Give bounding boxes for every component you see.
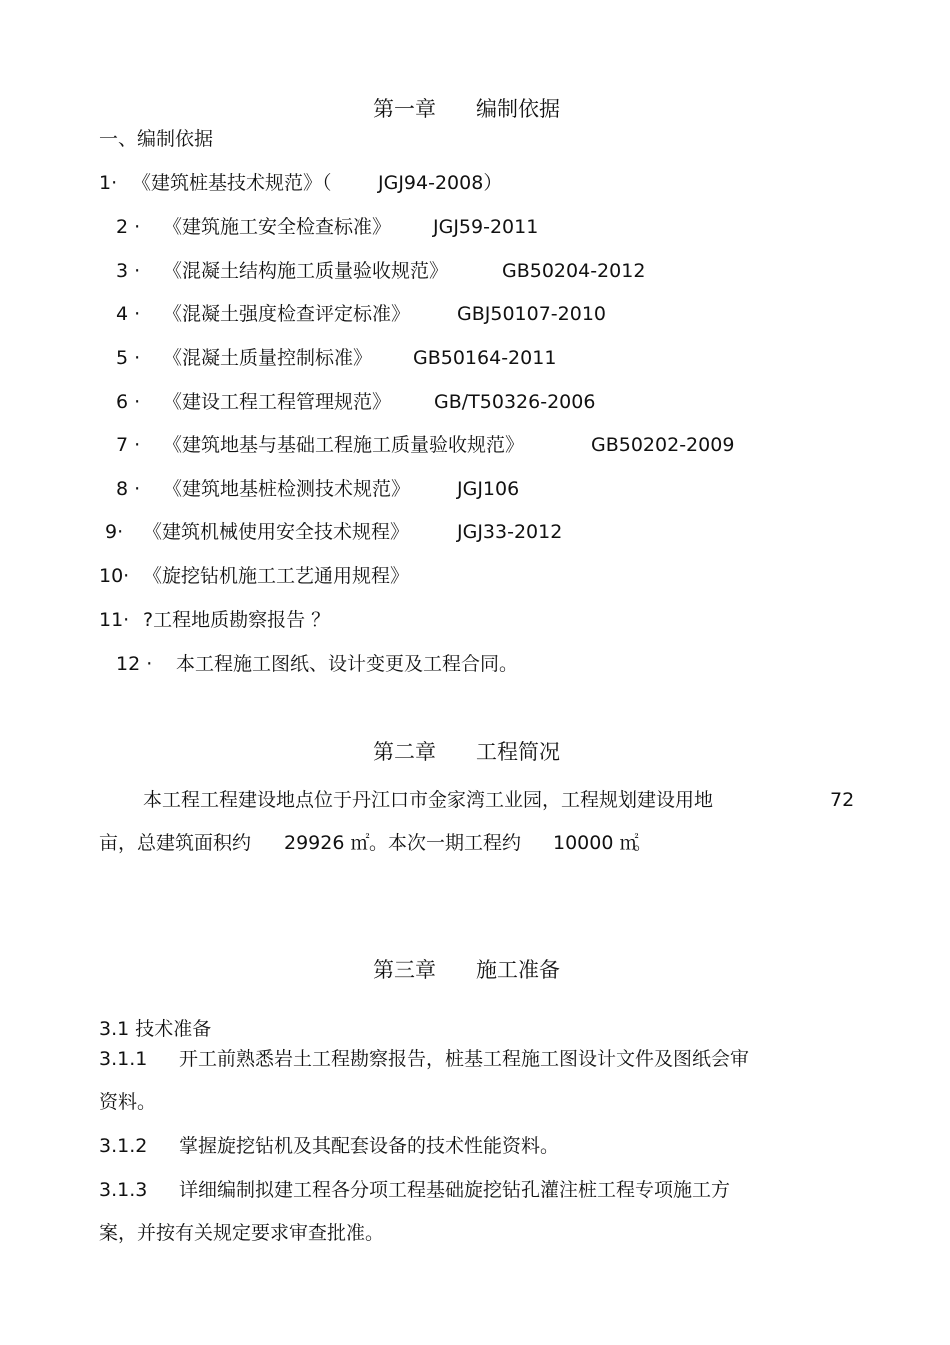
overview-phase1-area: 10000 ㎡ (553, 832, 639, 854)
chapter2-title-number: 第二章 (373, 740, 436, 764)
ref-2-number: 2 · (116, 216, 141, 238)
ref-7-name: 《建筑地基与基础工程施工质量验收规范》 (163, 434, 525, 456)
overview-total-area: 29926 ㎡ (284, 832, 370, 854)
ref-5-code: GB50164-2011 (413, 347, 557, 369)
overview-line-2-start: 亩，总建筑面积约 (99, 832, 252, 854)
ref-10-number: 10· (99, 565, 130, 587)
ref-1-number: 1· (99, 172, 118, 194)
ref-6-name: 《建设工程工程管理规范》 (163, 391, 392, 413)
chapter3-title-number: 第三章 (373, 958, 436, 982)
ref-6-code: GB∕T50326-2006 (434, 391, 596, 413)
ref-11-number: 11· (99, 609, 130, 631)
ref-1-code: JGJ94-2008） (378, 172, 503, 194)
ref-3-code: GB50204-2012 (502, 260, 646, 282)
overview-line-2-end: 。 (633, 832, 653, 854)
overview-line-2-middle: 。本次一期工程约 (369, 832, 522, 854)
item-3-1-3-text: 详细编制拟建工程各分项工程基础旋挖钻孔灌注桩工程专项施工方 (179, 1179, 731, 1201)
ref-6-number: 6 · (116, 391, 141, 413)
chapter3-title-text: 施工准备 (476, 958, 560, 982)
ref-9-code: JGJ33-2012 (457, 521, 563, 543)
ref-10-name: 《旋挖钻机施工工艺通用规程》 (143, 565, 410, 587)
item-3-1-1-number: 3.1.1 (99, 1048, 148, 1070)
chapter2-title-text: 工程简况 (476, 740, 560, 764)
item-3-1-2-number: 3.1.2 (99, 1135, 148, 1157)
overview-land-area-value: 72 (830, 789, 855, 811)
ref-9-name: 《建筑机械使用安全技术规程》 (143, 521, 410, 543)
ref-8-number: 8 · (116, 478, 141, 500)
ref-2-name: 《建筑施工安全检查标准》 (163, 216, 392, 238)
chapter1-section-heading: 一、编制依据 (99, 128, 214, 150)
overview-line-1: 本工程工程建设地点位于丹江口市金家湾工业园，工程规划建设用地 (143, 789, 714, 811)
ref-5-name: 《混凝土质量控制标准》 (163, 347, 373, 369)
ref-7-number: 7 · (116, 434, 141, 456)
chapter1-title-text: 编制依据 (476, 97, 560, 121)
chapter1-title-number: 第一章 (373, 97, 436, 121)
ref-12-number: 12 · (116, 653, 153, 675)
item-3-1-1-continuation: 资料。 (99, 1091, 157, 1113)
ref-4-name: 《混凝土强度检查评定标准》 (163, 303, 411, 325)
ref-4-code: GBJ50107-2010 (457, 303, 607, 325)
ref-1-name: 《建筑桩基技术规范》（ (132, 172, 332, 194)
ref-5-number: 5 · (116, 347, 141, 369)
chapter3-section-heading: 3.1 技术准备 (99, 1018, 212, 1040)
ref-3-name: 《混凝土结构施工质量验收规范》 (163, 260, 449, 282)
item-3-1-1-text: 开工前熟悉岩土工程勘察报告，桩基工程施工图设计文件及图纸会审 (179, 1048, 750, 1070)
item-3-1-3-number: 3.1.3 (99, 1179, 148, 1201)
item-3-1-2-text: 掌握旋挖钻机及其配套设备的技术性能资料。 (179, 1135, 560, 1157)
ref-3-number: 3 · (116, 260, 141, 282)
ref-7-code: GB50202-2009 (591, 434, 735, 456)
ref-4-number: 4 · (116, 303, 141, 325)
ref-8-name: 《建筑地基桩检测技术规范》 (163, 478, 411, 500)
ref-8-code: JGJ106 (457, 478, 520, 500)
ref-2-code: JGJ59-2011 (433, 216, 539, 238)
ref-9-number: 9· (105, 521, 124, 543)
ref-12-name: 本工程施工图纸、设计变更及工程合同。 (176, 653, 519, 675)
item-3-1-3-continuation: 案，并按有关规定要求审查批准。 (99, 1222, 385, 1244)
ref-11-name: ?工程地质勘察报告 ？ (143, 609, 331, 631)
